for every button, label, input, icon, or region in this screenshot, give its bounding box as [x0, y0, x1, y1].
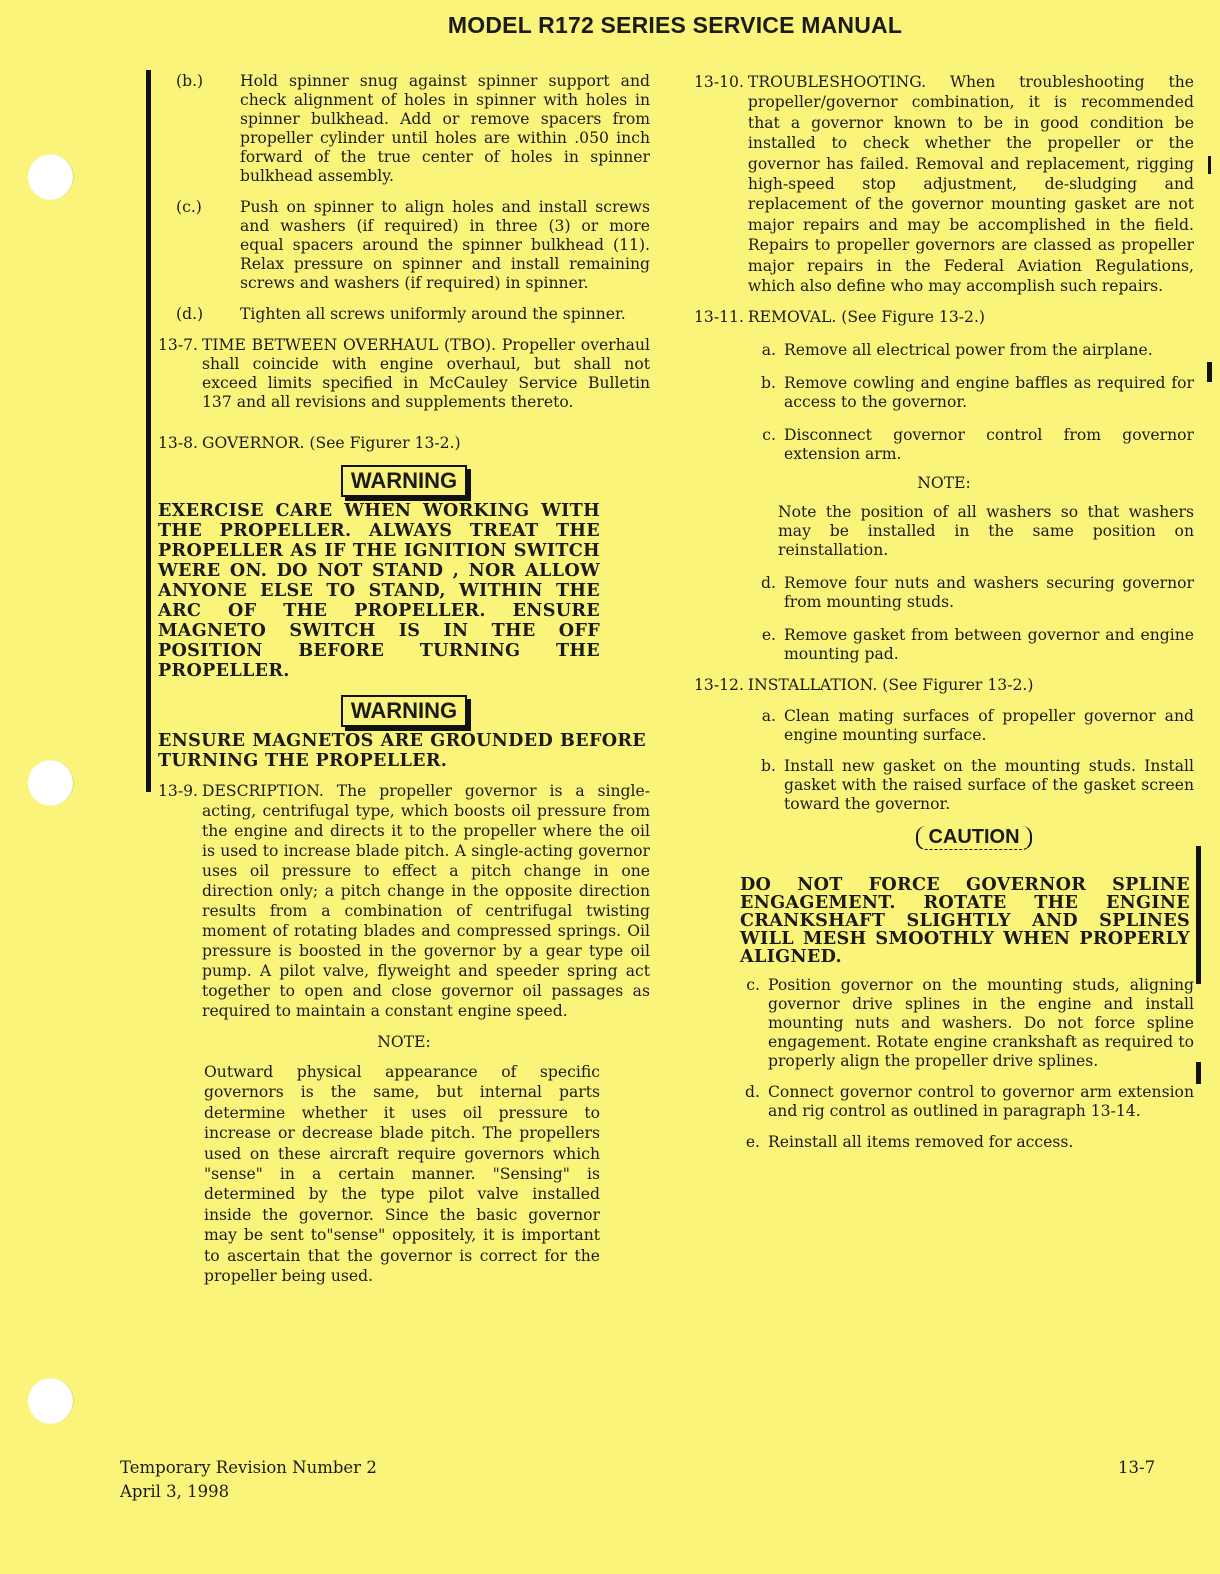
step-number: d. [761, 574, 776, 593]
section-13-7 [158, 336, 650, 412]
step-number: b. [761, 374, 776, 393]
warning-text-2: ENSURE MAGNETOS ARE GROUNDED BEFORE TURNING THE PROPELLER. [158, 730, 646, 771]
page-number: 13-7 [1118, 1458, 1156, 1477]
step-number: d. [745, 1083, 760, 1102]
binder-hole-bottom [28, 1378, 74, 1424]
warning-text-1: EXERCISE CARE WHEN WORKING WITH THE PROPELLER. ALWAYS TREAT THE PROPELLER AS IF THE IGNITION SWITCH WERE ON. DO NOT STAND , NOR ALLOW ANYONE ELSE TO STAND, WITHIN THE ARC OF THE PROPELLER. ENSURE MAGNETO SWITCH IS IN THE OFF POSITION BEFORE TURNING THE PROPELLER. [158, 500, 600, 681]
step-text: Install new gasket on the mounting studs. Install gasket with the raised surface of the gasket screen toward the governor. [784, 757, 1194, 814]
note-heading: NOTE: [917, 474, 971, 493]
section-13-8 [158, 434, 650, 453]
install-step-a [694, 707, 1194, 745]
install-step-d [694, 1083, 1194, 1121]
install-step-e [694, 1133, 1194, 1152]
step-number: (c.) [176, 198, 202, 216]
removal-step-c [694, 426, 1194, 464]
warning-badge-1 [158, 465, 650, 497]
change-bar-right-1 [1208, 156, 1211, 174]
step-number: a. [761, 707, 776, 726]
step-number: (d.) [176, 305, 204, 323]
warning-label: WARNING [341, 465, 467, 497]
revision-date: April 3, 1998 [120, 1482, 230, 1501]
section-number: 13-10. [694, 73, 744, 91]
note-text: Outward physical appearance of specific governors is the same, but internal parts determine whether it uses oil pressure to increase or decrease blade pitch. The propellers used on these aircraft require governors which "sense" in a certain manner. "Sensing" is determined by the type pilot valve installed inside the governor. Since the basic governor may be sent to"sense" oppositely, it is important to ascertain that the governor is correct for the propeller being used. [204, 1063, 600, 1286]
step-number: e. [745, 1133, 760, 1152]
section-text: TIME BETWEEN OVERHAUL (TBO). Propeller overhaul shall coincide with engine overhaul, but shall not exceed limits specified in McCauley Service Bulletin 137 and all revisions and supplements thereto. [202, 336, 650, 411]
install-step-c [694, 976, 1194, 1071]
step-text: Reinstall all items removed for access. [768, 1133, 1074, 1152]
note-text: Note the position of all washers so that washers may be installed in the same position on reinstallation. [778, 503, 1194, 560]
step-number: a. [761, 341, 776, 360]
section-text: TROUBLESHOOTING. When troubleshooting the propeller/governor combination, it is recommended that a governor known to be in good condition be installed to check whether the propeller or the governor has failed. Removal and replacement, rigging high-speed stop adjustment, de-sludging and replacement of the governor mounting gasket are not major repairs and may be accomplished in the field. Repairs to propeller governors are classed as propeller major repairs in the Federal Aviation Regulations, which also define who may accomplish such repairs. [747, 73, 1194, 296]
step-text: Position governor on the mounting studs, aligning governor drive splines in the engine and install mounting nuts and washers. Do not force spline engagement. Rotate engine crankshaft as required to properly align the propeller drive splines. [768, 976, 1194, 1071]
page-header: MODEL R172 SERIES SERVICE MANUAL [447, 12, 903, 38]
step-text: Remove four nuts and washers securing governor from mounting studs. [784, 574, 1194, 612]
step-number: e. [761, 626, 776, 645]
warning-label: WARNING [341, 695, 467, 727]
step-number: c. [762, 426, 776, 445]
step-text: Connect governor control to governor arm extension and rig control as outlined in paragraph 13-14. [768, 1083, 1194, 1121]
step-text: Remove cowling and engine baffles as required for access to the governor. [784, 374, 1194, 412]
section-text: INSTALLATION. (See Figurer 13-2.) [747, 676, 1034, 695]
change-bar-left [146, 70, 151, 792]
section-number: 13-7. [158, 336, 198, 354]
caution-badge [754, 826, 1194, 850]
section-13-12 [694, 676, 1194, 695]
change-bar-right-4 [1196, 1062, 1201, 1084]
step-c [158, 198, 650, 293]
section-text: GOVERNOR. (See Figurer 13-2.) [202, 434, 461, 452]
step-number: c. [746, 976, 760, 995]
removal-step-d [694, 574, 1194, 612]
footer-left [120, 1456, 377, 1504]
step-text: Disconnect governor control from governor extension arm. [784, 426, 1194, 464]
step-text: Hold spinner snug against spinner support and check alignment of holes in spinner with holes in spinner bulkhead. Add or remove spacers from propeller cylinder until holes are within .050 inch forward of the true center of holes in spinner bulkhead assembly. [240, 72, 650, 185]
change-bar-right-3 [1196, 846, 1201, 984]
section-text: DESCRIPTION. The propeller governor is a single-acting, centrifugal type, which boosts oil pressure from the engine and directs it to the propeller where the oil is used to increase blade pitch. A single-acting governor uses oil pressure to effect a pitch change in one direction only; a pitch change in the opposite direction results from a combination of centrifugal twisting moment of rotating blades and compressed springs. Oil pressure is boosted in the governor by a gear type oil pump. A pilot valve, flyweight and speeder spring act together to open and close governor oil passages as required to maintain a constant engine speed. [202, 782, 650, 1020]
right-column [694, 72, 1194, 1164]
section-number: 13-12. [694, 676, 744, 695]
revision-label: Temporary Revision Number 2 [120, 1458, 377, 1477]
section-13-11 [694, 308, 1194, 327]
binder-hole-middle [28, 760, 74, 806]
section-13-10 [694, 72, 1194, 296]
step-text: Tighten all screws uniformly around the spinner. [240, 305, 626, 323]
step-number: (b.) [176, 72, 204, 90]
step-b [158, 72, 650, 186]
caution-label: CAUTION [916, 826, 1031, 850]
section-13-9 [158, 781, 650, 1021]
step-text: Remove gasket from between governor and engine mounting pad. [784, 626, 1194, 664]
removal-step-e [694, 626, 1194, 664]
binder-hole-top [28, 154, 74, 200]
section-number: 13-9. [158, 782, 198, 800]
section-number: 13-8. [158, 434, 198, 452]
section-number: 13-11. [694, 308, 744, 327]
removal-step-b [694, 374, 1194, 412]
caution-text: DO NOT FORCE GOVERNOR SPLINE ENGAGEMENT. ROTATE THE ENGINE CRANKSHAFT SLIGHTLY AND SPLINES WILL MESH SMOOTHLY WHEN PROPERLY ALIGNED. [740, 874, 1190, 968]
section-text: REMOVAL. (See Figure 13-2.) [747, 308, 985, 327]
change-bar-right-2 [1207, 362, 1212, 382]
install-step-b [694, 757, 1194, 814]
step-d [158, 305, 650, 324]
step-text: Remove all electrical power from the airplane. [784, 341, 1153, 360]
left-column [158, 72, 650, 1296]
step-text: Push on spinner to align holes and install screws and washers (if required) in three (3) or more equal spacers around the spinner bulkhead (11). Relax pressure on spinner and install remaining screws and washers (if required) in spinner. [240, 198, 650, 292]
removal-step-a [694, 341, 1194, 360]
step-number: b. [761, 757, 776, 776]
note-heading: NOTE: [377, 1033, 431, 1051]
warning-badge-2 [158, 695, 650, 727]
step-text: Clean mating surfaces of propeller governor and engine mounting surface. [784, 707, 1194, 745]
